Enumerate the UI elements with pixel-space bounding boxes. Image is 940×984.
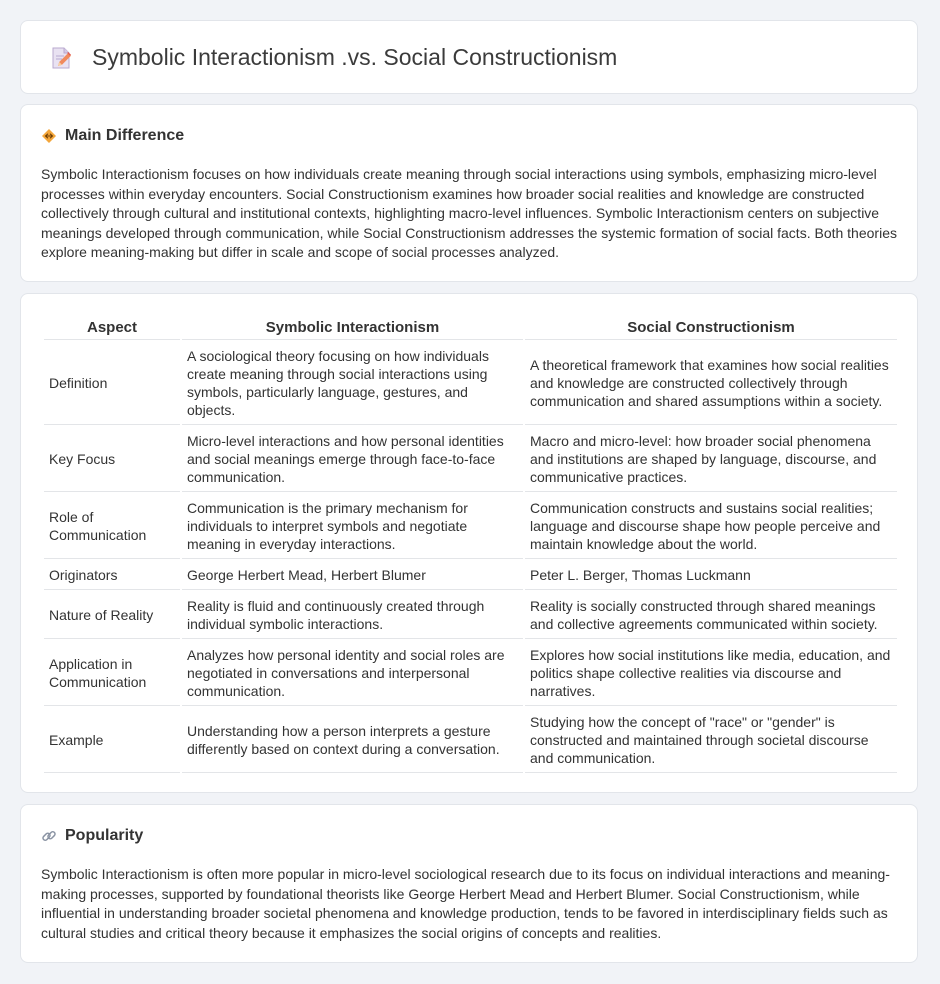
main-difference-text: Symbolic Interactionism focuses on how individuals create meaning through social interactions using symbols, emphasizing micro-level processes within everyday encounters. Social Constructionism examines how broader social realities and knowledge are constructed collectively through cultural and institutional contexts, highlighting macro-level influences. Symbolic Interactionism centers on subjective meanings developed through communication, while Social Constructionism addresses the systemic formation of social facts. Both theories explore meaning-making but differ in scale and scope of social processes analyzed. xyxy=(41,166,897,261)
table-row xyxy=(44,641,897,706)
aspect-cell: Application in Communication xyxy=(44,641,180,706)
aspect-cell: Nature of Reality xyxy=(44,592,180,639)
aspect-cell: Example xyxy=(44,708,180,773)
table-row xyxy=(44,708,897,773)
constructionism-cell: A theoretical framework that examines how social realities and knowledge are constructed collectively through communication and shared assumptions within a society. xyxy=(525,342,897,425)
document-pencil-icon xyxy=(48,45,74,71)
table-header-row xyxy=(44,316,897,340)
main-difference-heading: Main Difference xyxy=(65,127,185,144)
table-row xyxy=(44,561,897,590)
constructionism-cell: Peter L. Berger, Thomas Luckmann xyxy=(525,561,897,590)
table-row xyxy=(44,427,897,492)
aspect-cell: Key Focus xyxy=(44,427,180,492)
constructionism-cell: Communication constructs and sustains social realities; language and discourse shape how people perceive and maintain knowledge about the world. xyxy=(525,494,897,559)
constructionism-cell: Reality is socially constructed through shared meanings and collective agreements communicated within society. xyxy=(525,592,897,639)
table-row xyxy=(44,592,897,639)
table-row xyxy=(44,342,897,425)
column-header-symbolic: Symbolic Interactionism xyxy=(182,316,523,340)
diamond-arrows-icon xyxy=(41,128,57,144)
column-header-constructionism: Social Constructionism xyxy=(525,316,897,340)
symbolic-cell: Analyzes how personal identity and social roles are negotiated in conversations and interpersonal communication. xyxy=(182,641,523,706)
symbolic-cell: Micro-level interactions and how personal identities and social meanings emerge through face-to-face communication. xyxy=(182,427,523,492)
aspect-cell: Role of Communication xyxy=(44,494,180,559)
comparison-table xyxy=(42,314,899,775)
table-row xyxy=(44,494,897,559)
popularity-card xyxy=(20,804,918,963)
symbolic-cell: Understanding how a person interprets a gesture differently based on context during a conversation. xyxy=(182,708,523,773)
symbolic-cell: Communication is the primary mechanism for individuals to interpret symbols and negotiate meaning in everyday interactions. xyxy=(182,494,523,559)
comparison-table-card xyxy=(20,293,918,793)
symbolic-cell: A sociological theory focusing on how individuals create meaning through social interactions using symbols, particularly language, gestures, and objects. xyxy=(182,342,523,425)
aspect-cell: Definition xyxy=(44,342,180,425)
symbolic-cell: George Herbert Mead, Herbert Blumer xyxy=(182,561,523,590)
main-difference-header xyxy=(41,127,184,145)
constructionism-cell: Macro and micro-level: how broader social phenomena and institutions are shaped by language, discourse, and communicative practices. xyxy=(525,427,897,492)
aspect-cell: Originators xyxy=(44,561,180,590)
popularity-text: Symbolic Interactionism is often more popular in micro-level sociological research due to its focus on individual interactions and meaning-making processes, supported by foundational theorists like George Herbert Mead and Herbert Blumer. Social Constructionism, while influential in understanding broader societal phenomena and knowledge production, tends to be favored in interdisciplinary fields such as cultural studies and critical theory because it emphasizes the social origins of concepts and realities. xyxy=(41,866,890,941)
header-card xyxy=(20,20,918,94)
popularity-header xyxy=(41,827,143,845)
constructionism-cell: Explores how social institutions like media, education, and politics shape collective realities via discourse and narratives. xyxy=(525,641,897,706)
link-icon xyxy=(41,828,57,844)
main-difference-card xyxy=(20,104,918,282)
constructionism-cell: Studying how the concept of "race" or "gender" is constructed and maintained through societal discourse and communication. xyxy=(525,708,897,773)
column-header-aspect: Aspect xyxy=(44,316,180,340)
page-title: Symbolic Interactionism .vs. Social Constructionism xyxy=(92,44,618,70)
symbolic-cell: Reality is fluid and continuously created through individual symbolic interactions. xyxy=(182,592,523,639)
popularity-heading: Popularity xyxy=(65,827,144,844)
